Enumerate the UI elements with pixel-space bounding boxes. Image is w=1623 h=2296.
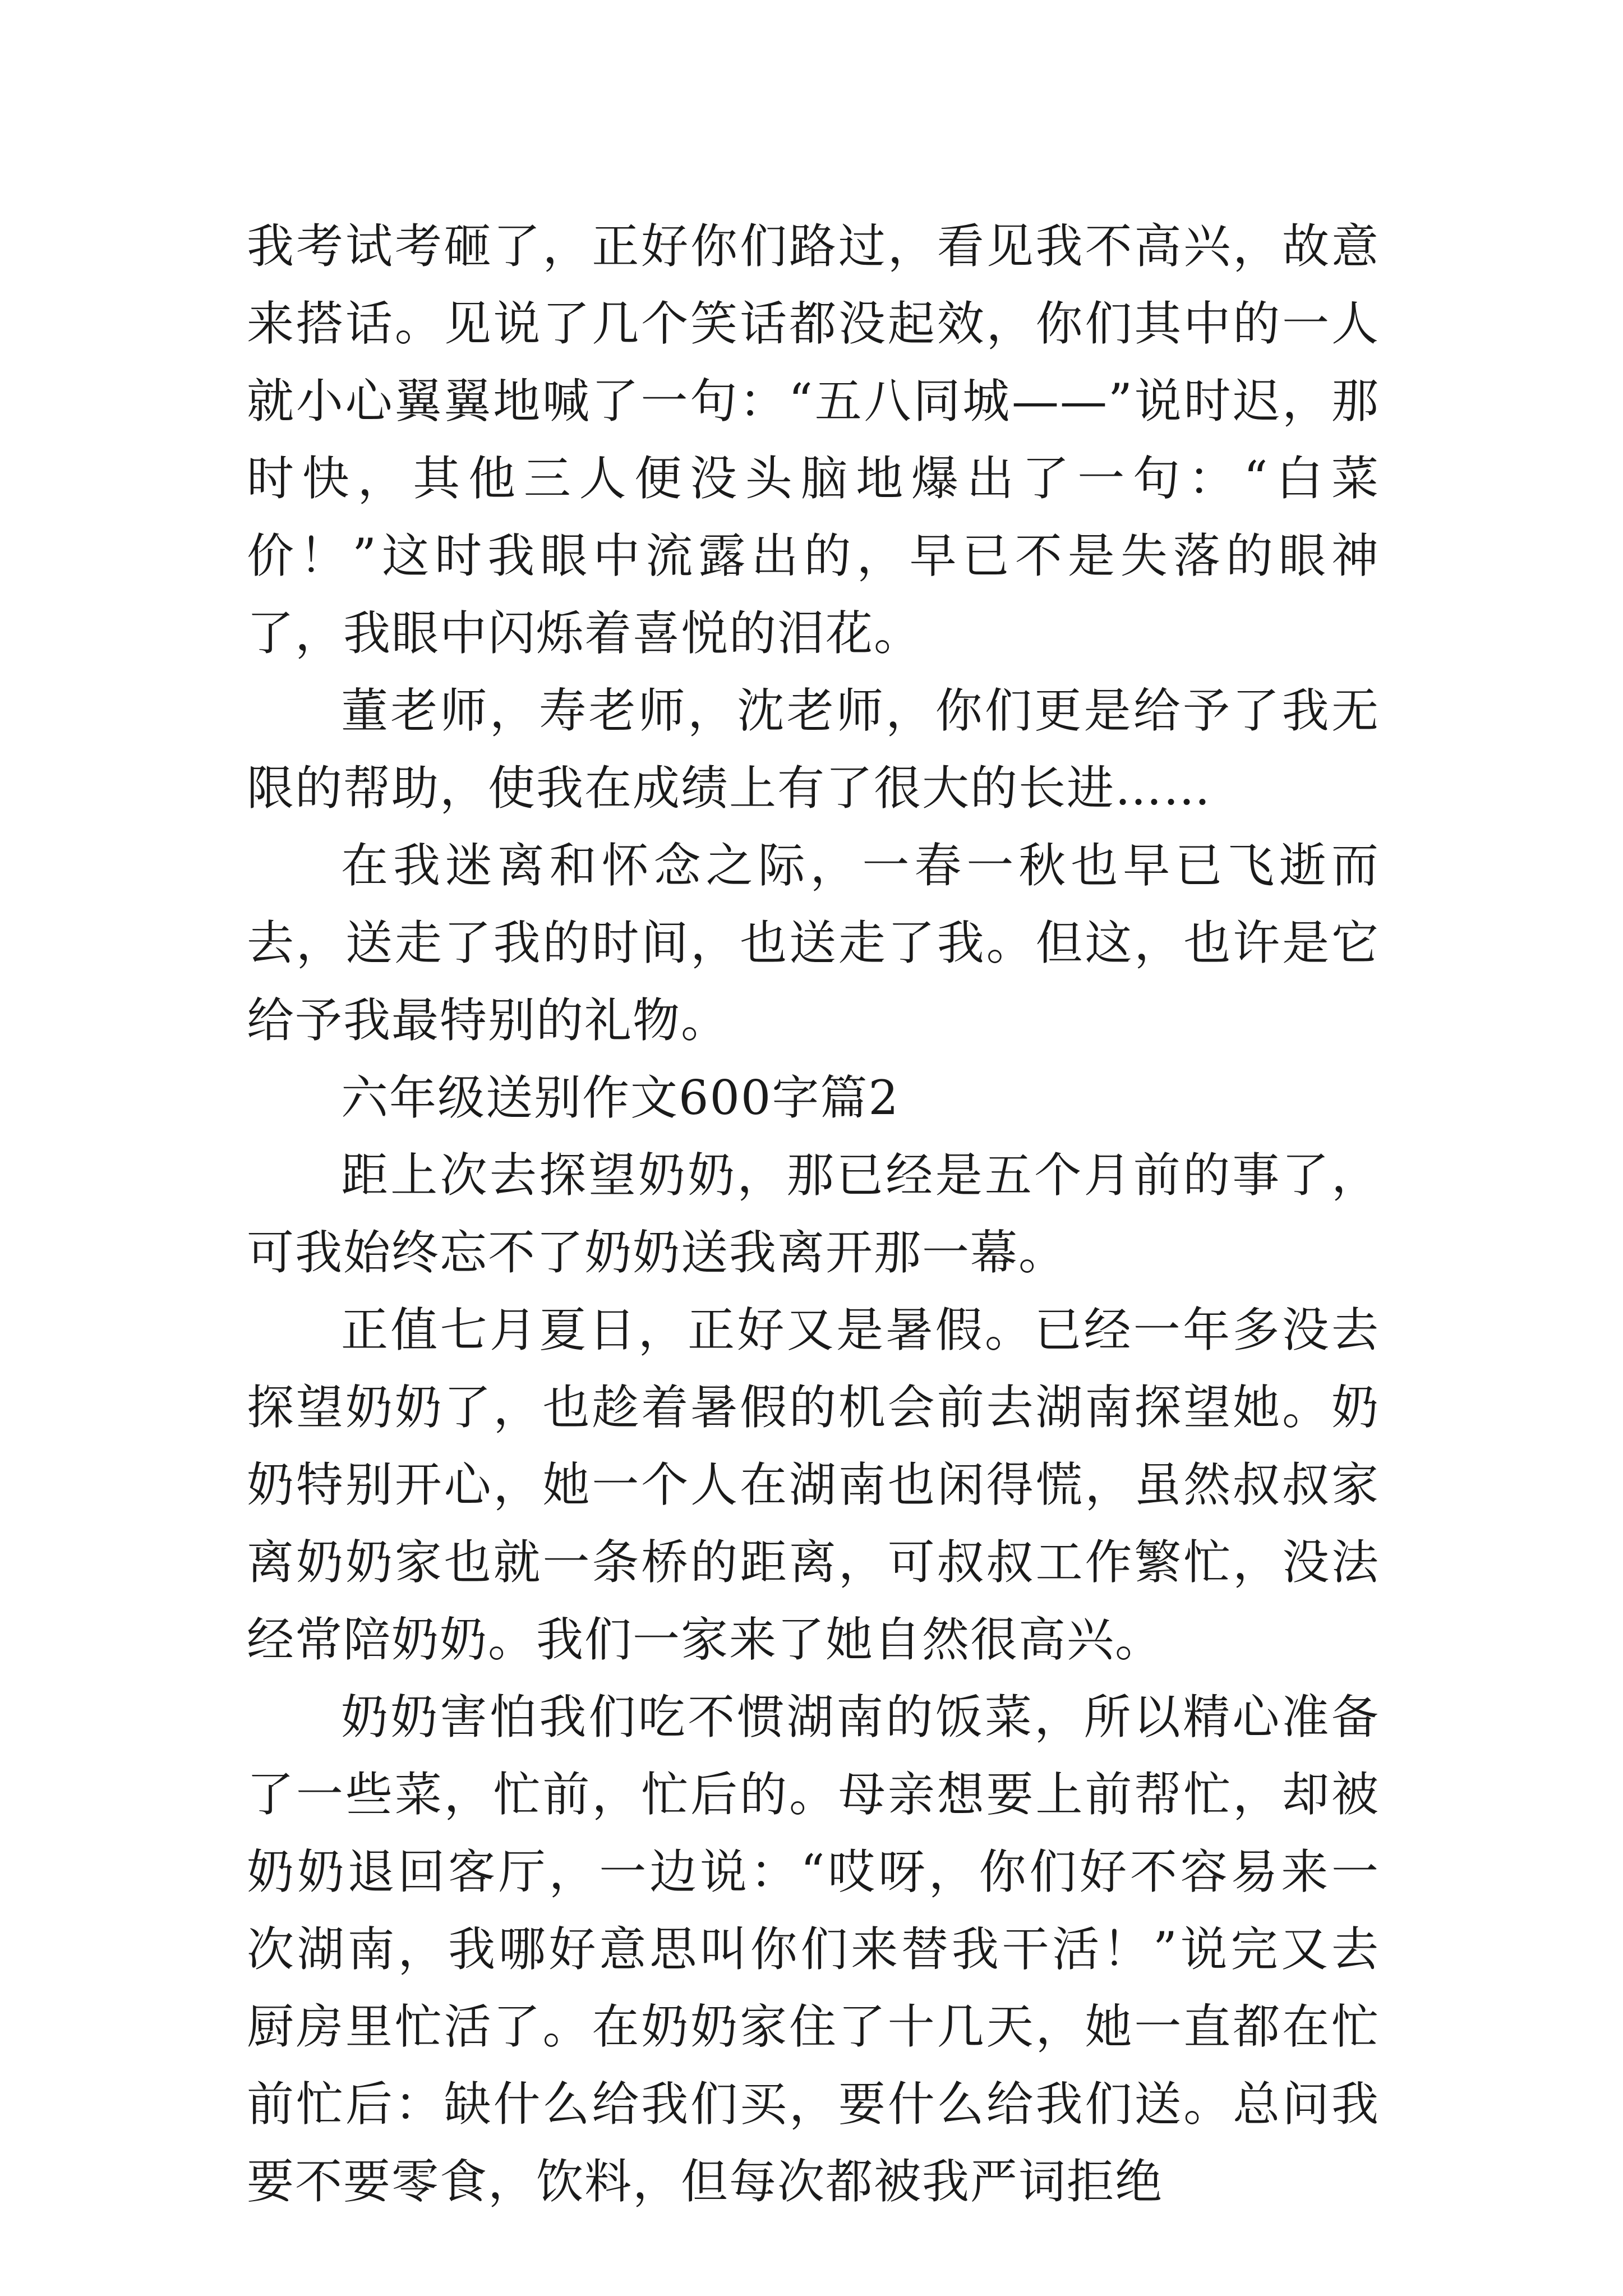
- paragraph: 我考试考砸了，正好你们路过，看见我不高兴，故意来搭话。见说了几个笑话都没起效，你们其中的一人就小心翼翼地喊了一句：“五八同城——”说时迟，那时快，其他三人便没头脑地爆出了一句：“白菜价！”这时我眼中流露出的，早已不是失落的眼神了，我眼中闪烁着喜悦的泪花。: [247, 219, 1380, 661]
- paragraph: 在我迷离和怀念之际，一春一秋也早已飞逝而去，送走了我的时间，也送走了我。但这，也许是它给予我最特别的礼物。: [247, 838, 1380, 1048]
- paragraph: 奶奶害怕我们吃不惯湖南的饭菜，所以精心准备了一些菜，忙前，忙后的。母亲想要上前帮忙，却被奶奶退回客厅，一边说：“哎呀，你们好不容易来一次湖南，我哪好意思叫你们来替我干活！”说完又去厨房里忙活了。在奶奶家住了十几天，她一直都在忙前忙后：缺什么给我们买，要什么给我们送。总问我要不要零食，饮料，但每次都被我严词拒绝: [247, 1690, 1380, 2209]
- document-body: [247, 208, 1380, 2220]
- paragraph: 董老师，寿老师，沈老师，你们更是给予了我无限的帮助，使我在成绩上有了很大的长进……: [247, 683, 1380, 816]
- paragraph: 正值七月夏日，正好又是暑假。已经一年多没去探望奶奶了，也趁着暑假的机会前去湖南探望她。奶奶特别开心，她一个人在湖南也闲得慌，虽然叔叔家离奶奶家也就一条桥的距离，可叔叔工作繁忙，没法经常陪奶奶。我们一家来了她自然很高兴。: [247, 1303, 1380, 1667]
- paragraph: 距上次去探望奶奶，那已经是五个月前的事了，可我始终忘不了奶奶送我离开那一幕。: [247, 1148, 1380, 1280]
- section-heading: 六年级送别作文600字篇2: [341, 1070, 900, 1125]
